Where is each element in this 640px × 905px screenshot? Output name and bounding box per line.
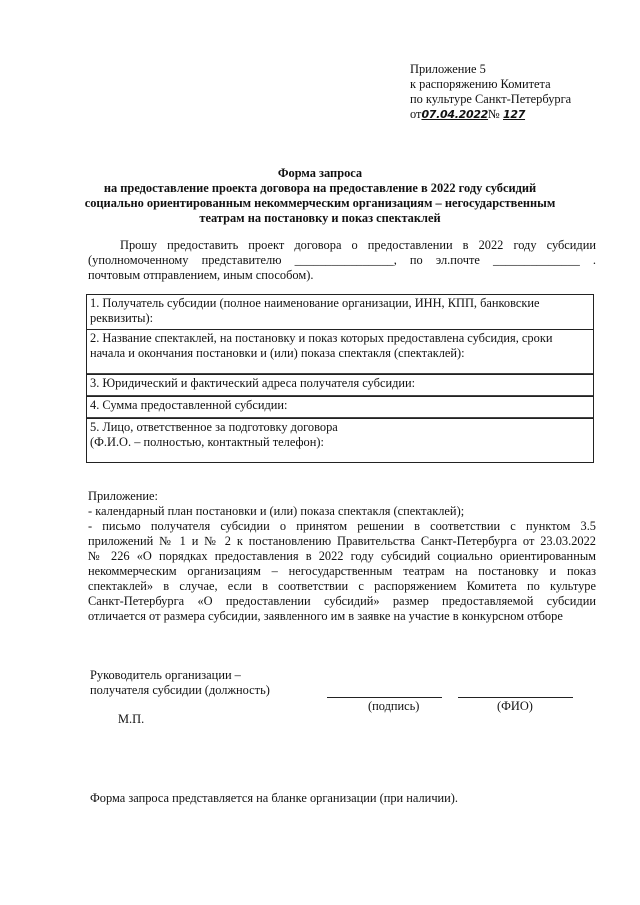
field-label: 1. Получатель субсидии (полное наименование организации, ИНН, КПП, банковские [90,296,540,310]
attachment-item-line: № 226 «О порядках предоставления в 2022 году субсидий социально ориентированным [88,549,596,563]
field-subsidy-amount[interactable] [87,396,593,418]
document-title [60,166,580,226]
handwritten-number: 127 [502,108,526,121]
name-line[interactable] [458,697,573,698]
stamp-place: М.П. [118,712,145,726]
appendix-line: Приложение 5 [410,62,486,76]
request-paragraph [88,238,596,283]
signatory-line: получателя субсидии (должность) [90,683,270,697]
field-performances[interactable] [87,329,593,374]
attachment-item-line: - письмо получателя субсидии о принятом решении в соответствии с пунктом 3.5 [88,519,596,533]
field-entry-space[interactable] [90,450,590,459]
attachment-item-line: спектаклей» в случае, если в соответствии с распоряжением Комитета по культуре [88,579,596,593]
field-responsible-person[interactable] [87,418,593,462]
field-label: 4. Сумма предоставленной субсидии: [90,398,288,412]
field-addresses[interactable] [87,374,593,396]
request-fields-table [86,294,594,463]
field-label: 3. Юридический и фактический адреса получателя субсидии: [90,376,416,390]
field-label: реквизиты): [90,311,154,325]
signature-caption: (подпись) [368,699,420,713]
title-line: на предоставление проекта договора на предоставление в 2022 году субсидий [103,181,537,195]
attachments-section [88,489,596,624]
name-caption: (ФИО) [497,699,533,713]
title-line: Форма запроса [277,166,363,180]
request-line: Прошу предоставить проект договора о предоставлении в 2022 году субсидии [120,238,596,252]
field-entry-line[interactable] [87,361,593,374]
appendix-line: по культуре Санкт-Петербурга [410,92,572,106]
signature-line[interactable] [327,697,442,698]
field-label: 5. Лицо, ответственное за подготовку договора [90,420,338,434]
title-line: театрам на постановку и показ спектаклей [199,211,441,225]
appendix-line: к распоряжению Комитета [410,77,551,91]
footer-note: Форма запроса представляется на бланке организации (при наличии). [90,791,459,805]
date-prefix: от [410,107,422,121]
attachment-item-line: отличается от размера субсидии, заявленного им в заявке на участие в конкурсном отборе [88,609,563,623]
attachment-item-line: приложений № 1 и № 2 к постановлению Правительства Санкт-Петербурга от 23.03.2022 [88,534,596,548]
attachment-item-line: некоммерческим организациям – негосударственным театрам на постановку и показ [88,564,596,578]
field-label: 2. Название спектаклей, на постановку и показ которых предоставлена субсидия, сроки [90,331,553,345]
field-label: (Ф.И.О. – полностью, контактный телефон): [90,435,324,449]
signatory-label [90,668,330,698]
request-line: (уполномоченному представителю ________________, по эл.почте ______________ . [88,253,596,267]
handwritten-date: 07.04.2022 [421,108,489,121]
number-sign: № [488,107,500,121]
attachment-item-line: Санкт-Петербурга «О предоставлении субсидий» размер предоставляемой субсидии [88,594,596,608]
attachments-heading: Приложение: [88,489,158,503]
field-recipient[interactable] [87,295,593,329]
request-line: почтовым отправлением, иным способом). [88,268,314,282]
field-label: начала и окончания постановки и (или) показа спектакля (спектаклей): [90,346,465,360]
appendix-header [410,62,635,122]
signatory-line: Руководитель организации – [90,668,241,682]
attachment-item: - календарный план постановки и (или) показа спектакля (спектаклей); [88,504,465,518]
title-line: социально ориентированным некоммерческим организациям – негосударственным [84,196,556,210]
appendix-date-line [410,107,635,122]
